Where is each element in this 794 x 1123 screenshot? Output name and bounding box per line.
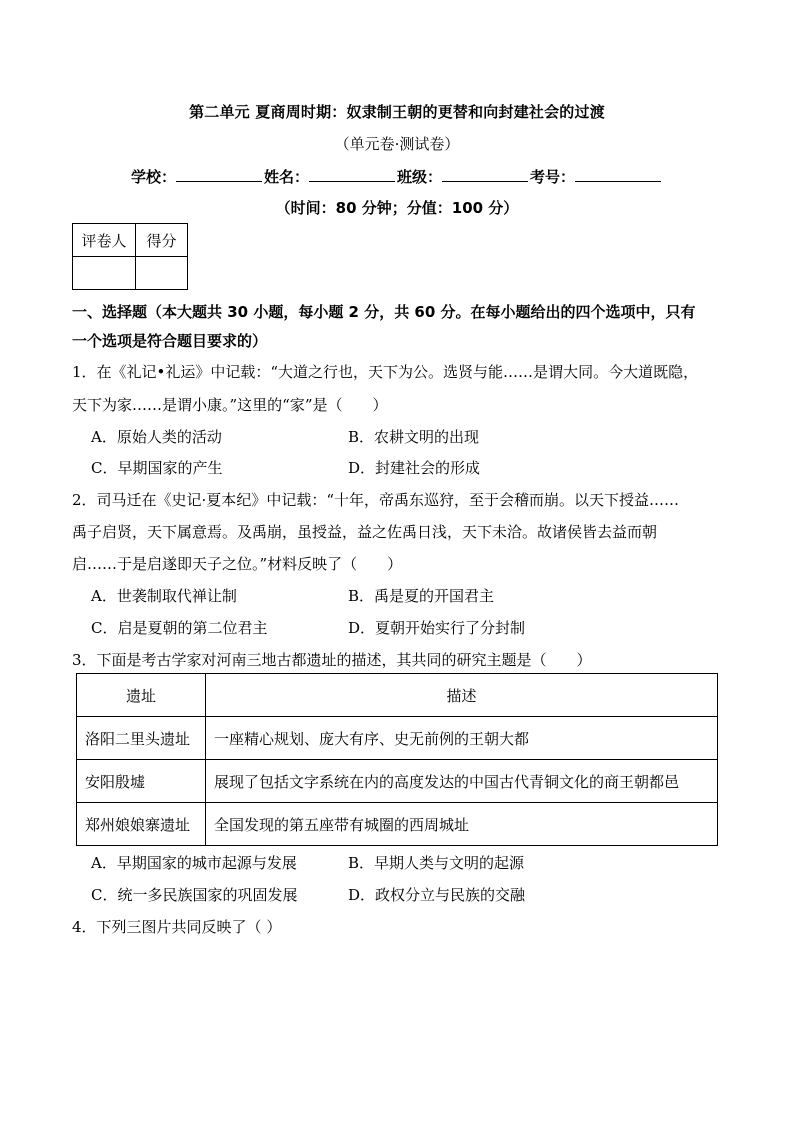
question-2-line-3: 启……于是启遂即天子之位。”材料反映了（ ） xyxy=(72,555,403,573)
question-4-line-1: 4．下列三图片共同反映了（ ） xyxy=(72,918,282,936)
question-1-line-2: 天下为家……是谓小康。”这里的“家”是（ ） xyxy=(72,396,388,414)
q1-option-c[interactable]: C．早期国家的产生 xyxy=(91,459,223,477)
q3-option-d[interactable]: D．政权分立与民族的交融 xyxy=(348,886,526,904)
question-2-line-1: 2．司马迁在《史记·夏本纪》中记载：“十年，帝禹东巡狩，至于会稽而崩。以天下授益…… xyxy=(72,491,679,509)
name-field[interactable] xyxy=(309,168,395,182)
class-label: 班级： xyxy=(397,168,443,186)
examno-field[interactable] xyxy=(575,168,661,182)
score-header: 得分 xyxy=(136,224,188,257)
site-name: 洛阳二里头遗址 xyxy=(77,717,206,760)
q3-option-c[interactable]: C．统一多民族国家的巩固发展 xyxy=(91,886,298,904)
sites-table xyxy=(76,673,718,846)
question-2-line-2: 禹子启贤，天下属意焉。及禹崩，虽授益，益之佐禹日浅，天下未洽。故诸侯皆去益而朝 xyxy=(72,523,658,541)
time-score-info: （时间：80 分钟；分值：100 分） xyxy=(275,199,519,217)
site-description: 全国发现的第五座带有城圈的西周城址 xyxy=(206,803,718,846)
site-name: 郑州娘娘寨遗址 xyxy=(77,803,206,846)
page-subtitle: （单元卷·测试卷） xyxy=(334,135,460,153)
q2-option-c[interactable]: C．启是夏朝的第二位君主 xyxy=(91,619,268,637)
grader-cell[interactable] xyxy=(73,257,136,290)
question-3-line-1: 3．下面是考古学家对河南三地古都遗址的描述，其共同的研究主题是（ ） xyxy=(72,651,592,669)
table-header-desc: 描述 xyxy=(206,674,718,717)
grader-header: 评卷人 xyxy=(73,224,136,257)
school-label: 学校： xyxy=(130,168,176,186)
q1-option-d[interactable]: D．封建社会的形成 xyxy=(348,459,481,477)
table-row xyxy=(77,760,718,803)
name-label: 姓名： xyxy=(263,168,309,186)
score-cell[interactable] xyxy=(136,257,188,290)
page-title: 第二单元 夏商周时期：奴隶制王朝的更替和向封建社会的过渡 xyxy=(189,103,605,121)
grader-table xyxy=(72,223,188,290)
student-info-line xyxy=(0,166,794,187)
examno-label: 考号： xyxy=(530,168,576,186)
q2-option-b[interactable]: B．禹是夏的开国君主 xyxy=(348,587,495,605)
site-name: 安阳殷墟 xyxy=(77,760,206,803)
q2-option-a[interactable]: A．世袭制取代禅让制 xyxy=(91,587,237,605)
school-field[interactable] xyxy=(176,168,262,182)
question-1-line-1: 1．在《礼记•礼运》中记载：“大道之行也，天下为公。选贤与能……是谓大同。今大道既隐， xyxy=(72,363,699,381)
table-row xyxy=(77,803,718,846)
table-row xyxy=(77,717,718,760)
q1-option-a[interactable]: A．原始人类的活动 xyxy=(91,428,222,446)
q3-option-a[interactable]: A．早期国家的城市起源与发展 xyxy=(91,854,297,872)
q1-option-b[interactable]: B．农耕文明的出现 xyxy=(348,428,480,446)
site-description: 展现了包括文字系统在内的高度发达的中国古代青铜文化的商王朝都邑 xyxy=(206,760,718,803)
q2-option-d[interactable]: D．夏朝开始实行了分封制 xyxy=(348,619,526,637)
section-heading-line1: 一、选择题（本大题共 30 小题，每小题 2 分，共 60 分。在每小题给出的四个选项中，只有 xyxy=(72,303,696,321)
section-heading-line2: 一个选项是符合题目要求的） xyxy=(72,332,268,350)
q3-option-b[interactable]: B．早期人类与文明的起源 xyxy=(348,854,525,872)
site-description: 一座精心规划、庞大有序、史无前例的王朝大都 xyxy=(206,717,718,760)
class-field[interactable] xyxy=(442,168,528,182)
section-heading xyxy=(72,298,722,356)
table-header-site: 遗址 xyxy=(77,674,206,717)
